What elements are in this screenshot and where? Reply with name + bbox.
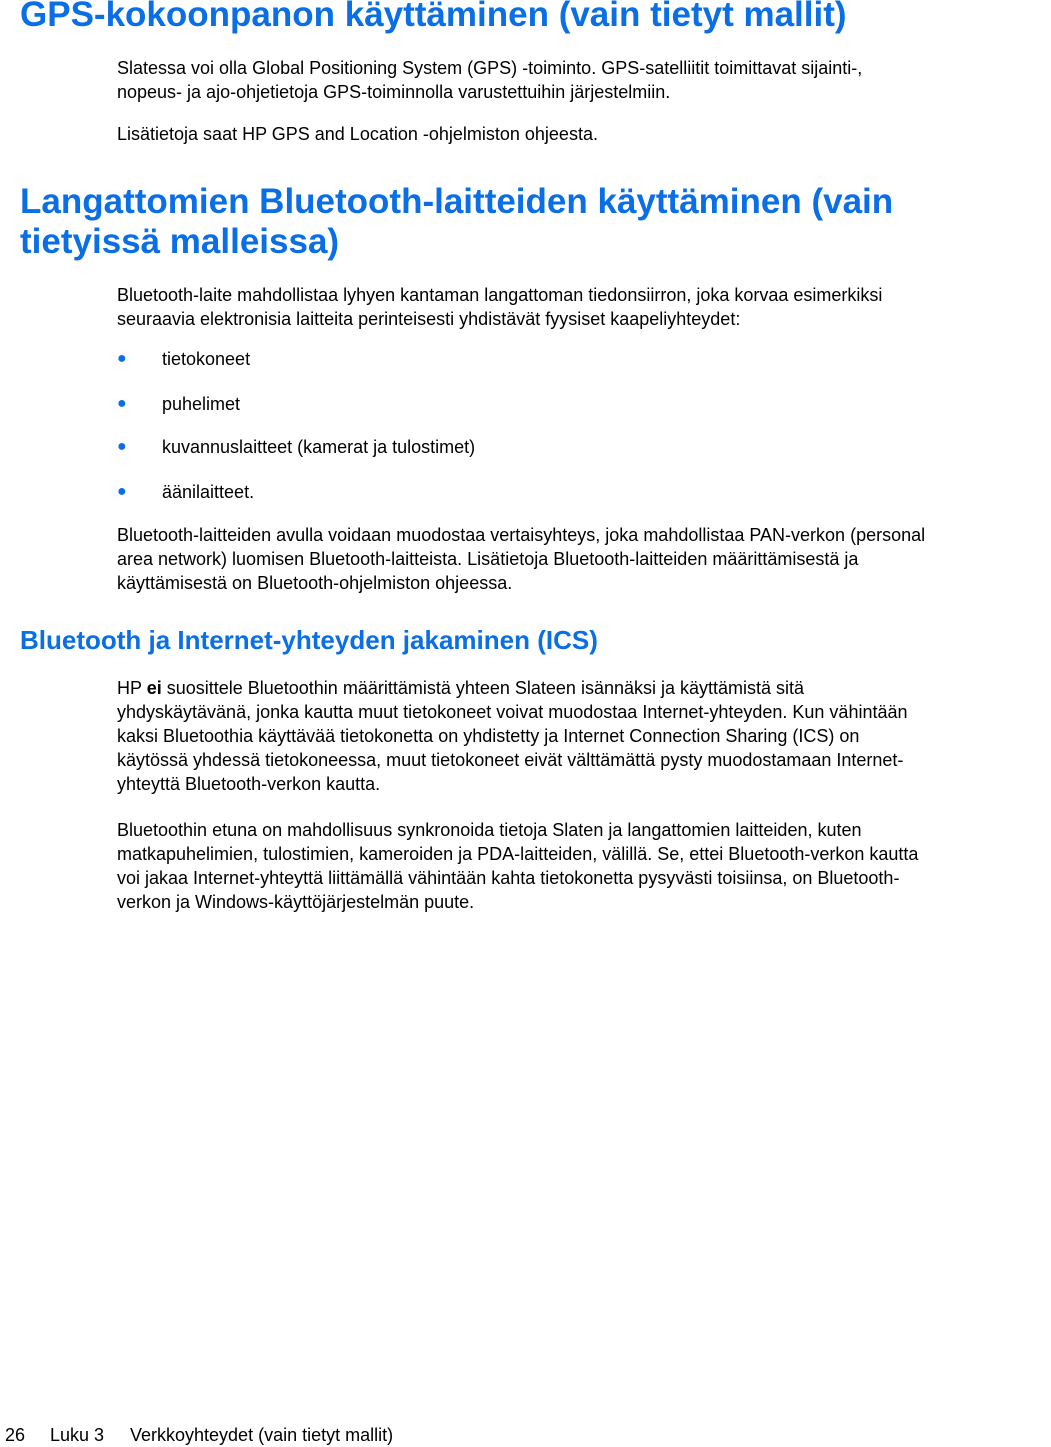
ics-p1-bold: ei: [146, 678, 162, 698]
list-item-text: puhelimet: [162, 394, 241, 414]
bluetooth-p2-line3: käyttämisestä on Bluetooth-ohjelmiston ohjeessa.: [117, 573, 513, 593]
bluetooth-heading-line2: tietyissä malleissa): [20, 222, 340, 261]
bluetooth-intro-line2: seuraavia elektronisia laitteita perinteisesti yhdistävät fyysiset kaapeliyhteydet:: [117, 309, 741, 329]
gps-paragraph-1: [117, 56, 1051, 104]
bluetooth-paragraph-2: [117, 523, 1051, 595]
list-item-text: äänilaitteet.: [162, 482, 255, 502]
ics-p2-line3: voi jakaa Internet-yhteyttä liittämällä vähintään kahta tietokonetta pysyvästi toisiinsa, on Bluetooth-: [117, 868, 900, 888]
page-number: 26: [5, 1425, 26, 1445]
bullet-icon: ●: [117, 438, 127, 455]
list-item-text: kuvannuslaitteet (kamerat ja tulostimet): [162, 437, 476, 457]
ics-heading: Bluetooth ja Internet-yhteyden jakaminen (ICS): [20, 625, 598, 655]
ics-p1-line3: kaksi Bluetoothia käyttävää tietokonetta on yhdistetty ja Internet Connection Sharing (ICS) on: [117, 726, 860, 746]
chapter-label: Luku 3: [50, 1425, 105, 1445]
ics-p1-line1-rest: suosittele Bluetoothin määrittämistä yhteen Slateen isännäksi ja käyttämistä sitä: [161, 678, 805, 698]
bluetooth-p2-line1: Bluetooth-laitteiden avulla voidaan muodostaa vertaisyhteys, joka mahdollistaa PAN-verkon (personal: [117, 525, 926, 545]
gps-p1-line1: Slatessa voi olla Global Positioning System (GPS) -toiminto. GPS-satelliitit toimittavat sijainti-,: [117, 58, 863, 78]
ics-p2-line2: matkapuhelimien, tulostimien, kameroiden ja PDA-laitteiden, välillä. Se, ettei Bluetooth-verkon kautta: [117, 844, 919, 864]
bluetooth-intro-line1: Bluetooth-laite mahdollistaa lyhyen kantaman langattoman tiedonsiirron, joka korvaa esimerkiksi: [117, 285, 883, 305]
gps-p1-line2: nopeus- ja ajo-ohjetietoja GPS-toiminnolla varustettuihin järjestelmiin.: [117, 82, 671, 102]
bluetooth-heading-line1: Langattomien Bluetooth-laitteiden käyttäminen (vain: [20, 182, 894, 221]
gps-paragraph-2: Lisätietoja saat HP GPS and Location -ohjelmiston ohjeesta.: [117, 124, 598, 144]
bluetooth-intro: [117, 283, 1051, 331]
ics-p1-line5: yhteyttä Bluetooth-verkon kautta.: [117, 774, 381, 794]
ics-p1-line1: [117, 676, 1051, 700]
ics-p1-prefix: HP: [117, 678, 147, 698]
gps-heading: GPS-kokoonpanon käyttäminen (vain tietyt mallit): [20, 0, 847, 34]
ics-p2-line4: verkon ja Windows-käyttöjärjestelmän puute.: [117, 892, 475, 912]
ics-paragraph-2: [117, 818, 1051, 914]
list-item-text: tietokoneet: [162, 349, 251, 369]
ics-paragraph-1: [117, 676, 1051, 796]
bullet-icon: ●: [117, 350, 127, 367]
chapter-title: Verkkoyhteydet (vain tietyt mallit): [130, 1425, 394, 1445]
bullet-icon: ●: [117, 395, 127, 412]
bluetooth-p2-line2: area network) luomisen Bluetooth-laitteista. Lisätietoja Bluetooth-laitteiden määrittämisestä ja: [117, 549, 859, 569]
ics-p1-line2: yhdyskäytävänä, jonka kautta muut tietokoneet voivat muodostaa Internet-yhteyden. Kun vähintään: [117, 702, 908, 722]
ics-p1-line4: käytössä yhdessä tietokoneessa, muut tietokoneet eivät välttämättä pysty muodostamaan Internet-: [117, 750, 904, 770]
bullet-icon: ●: [117, 483, 127, 500]
bluetooth-heading: [20, 182, 893, 262]
ics-p2-line1: Bluetoothin etuna on mahdollisuus synkronoida tietoja Slaten ja langattomien laitteiden, kuten: [117, 820, 862, 840]
